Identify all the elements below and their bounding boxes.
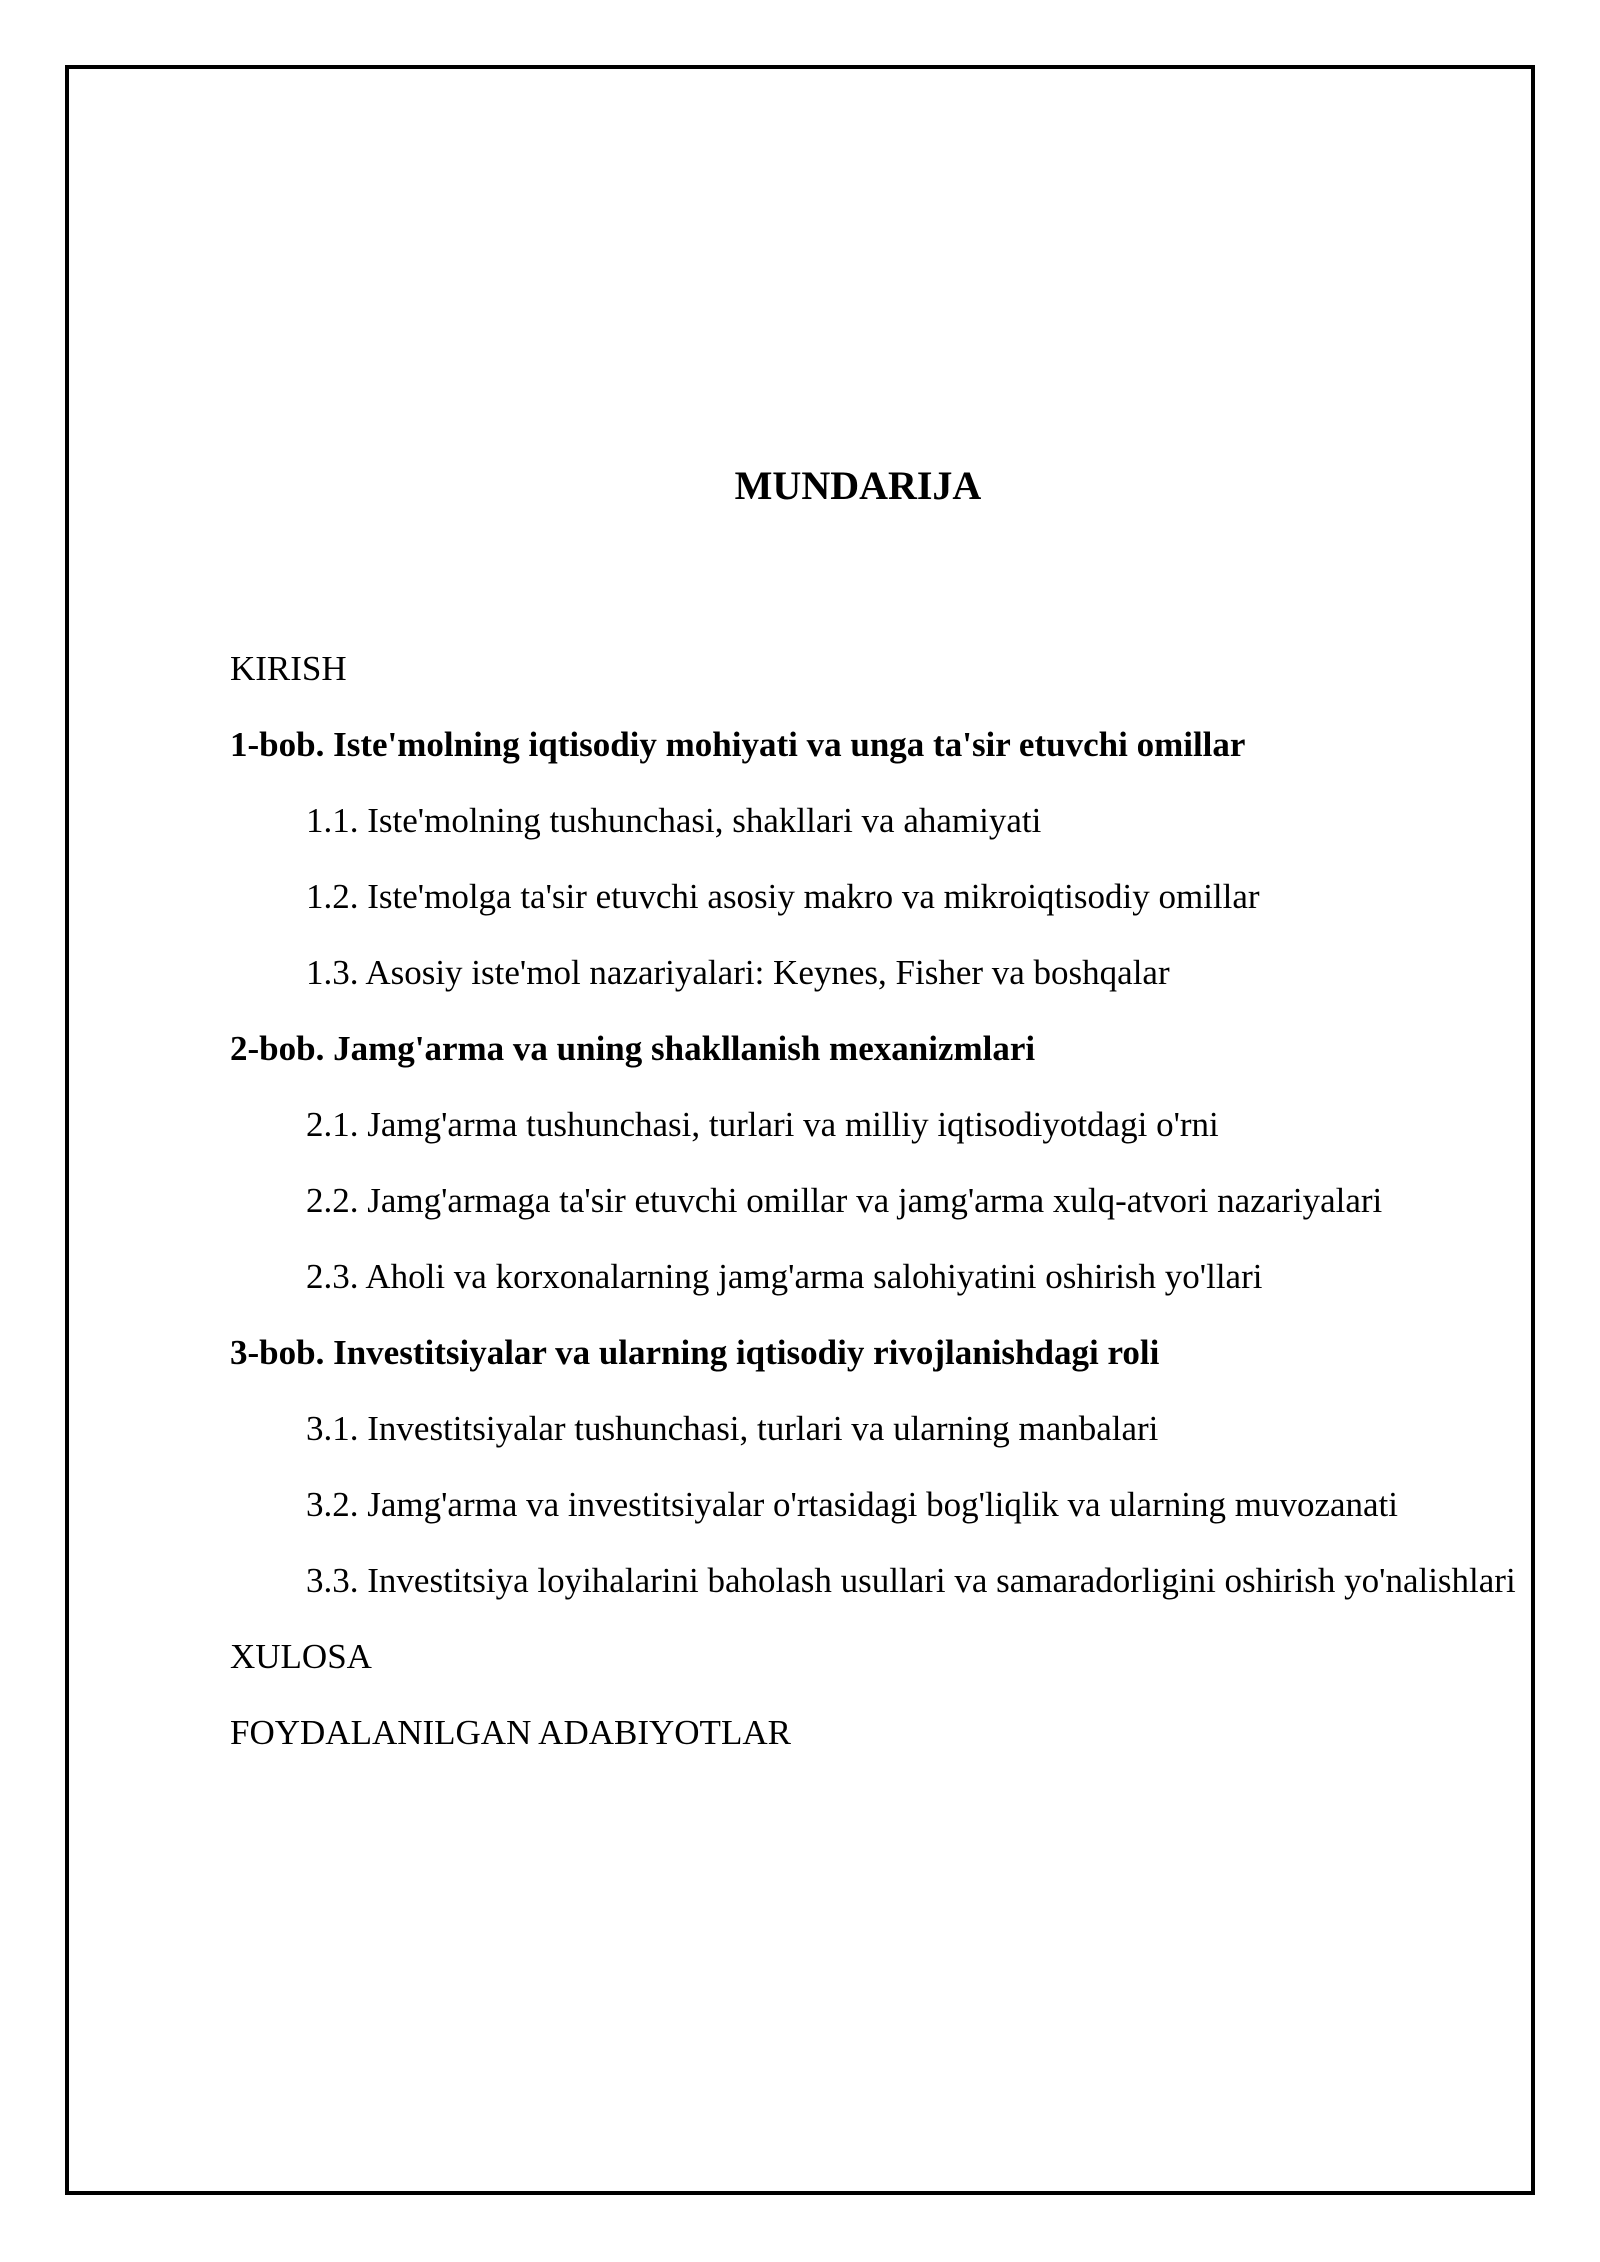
toc-section-2-1: 2.1. Jamg'arma tushunchasi, turlari va milliy iqtisodiyotdagi o'rni (306, 1105, 1219, 1144)
toc-section-1-3: 1.3. Asosiy iste'mol nazariyalari: Keynes, Fisher va boshqalar (306, 953, 1170, 992)
toc-section-3-1: 3.1. Investitsiyalar tushunchasi, turlari va ularning manbalari (306, 1409, 1159, 1448)
toc-section-1-2: 1.2. Iste'molga ta'sir etuvchi asosiy makro va mikroiqtisodiy omillar (306, 877, 1260, 916)
toc-references: FOYDALANILGAN ADABIYOTLAR (230, 1713, 791, 1752)
toc-conclusion: XULOSA (230, 1637, 372, 1676)
toc-chapter-1: 1-bob. Iste'molning iqtisodiy mohiyati va unga ta'sir etuvchi omillar (230, 725, 1246, 764)
toc-section-2-2: 2.2. Jamg'armaga ta'sir etuvchi omillar va jamg'arma xulq-atvori nazariyalari (306, 1181, 1383, 1220)
toc-section-1-1: 1.1. Iste'molning tushunchasi, shakllari va ahamiyati (306, 801, 1042, 840)
toc-introduction: KIRISH (230, 649, 347, 688)
page-title: MUNDARIJA (734, 463, 982, 508)
toc-chapter-2: 2-bob. Jamg'arma va uning shakllanish mexanizmlari (230, 1029, 1036, 1068)
toc-section-3-2: 3.2. Jamg'arma va investitsiyalar o'rtasidagi bog'liqlik va ularning muvozanati (306, 1485, 1398, 1524)
toc-section-2-3: 2.3. Aholi va korxonalarning jamg'arma salohiyatini oshirish yo'llari (306, 1257, 1263, 1296)
toc-chapter-3: 3-bob. Investitsiyalar va ularning iqtisodiy rivojlanishdagi roli (230, 1333, 1160, 1372)
table-of-contents (230, 636, 1520, 1776)
toc-section-3-3: 3.3. Investitsiya loyihalarini baholash usullari va samaradorligini oshirish yo'nalishlari (306, 1561, 1516, 1600)
